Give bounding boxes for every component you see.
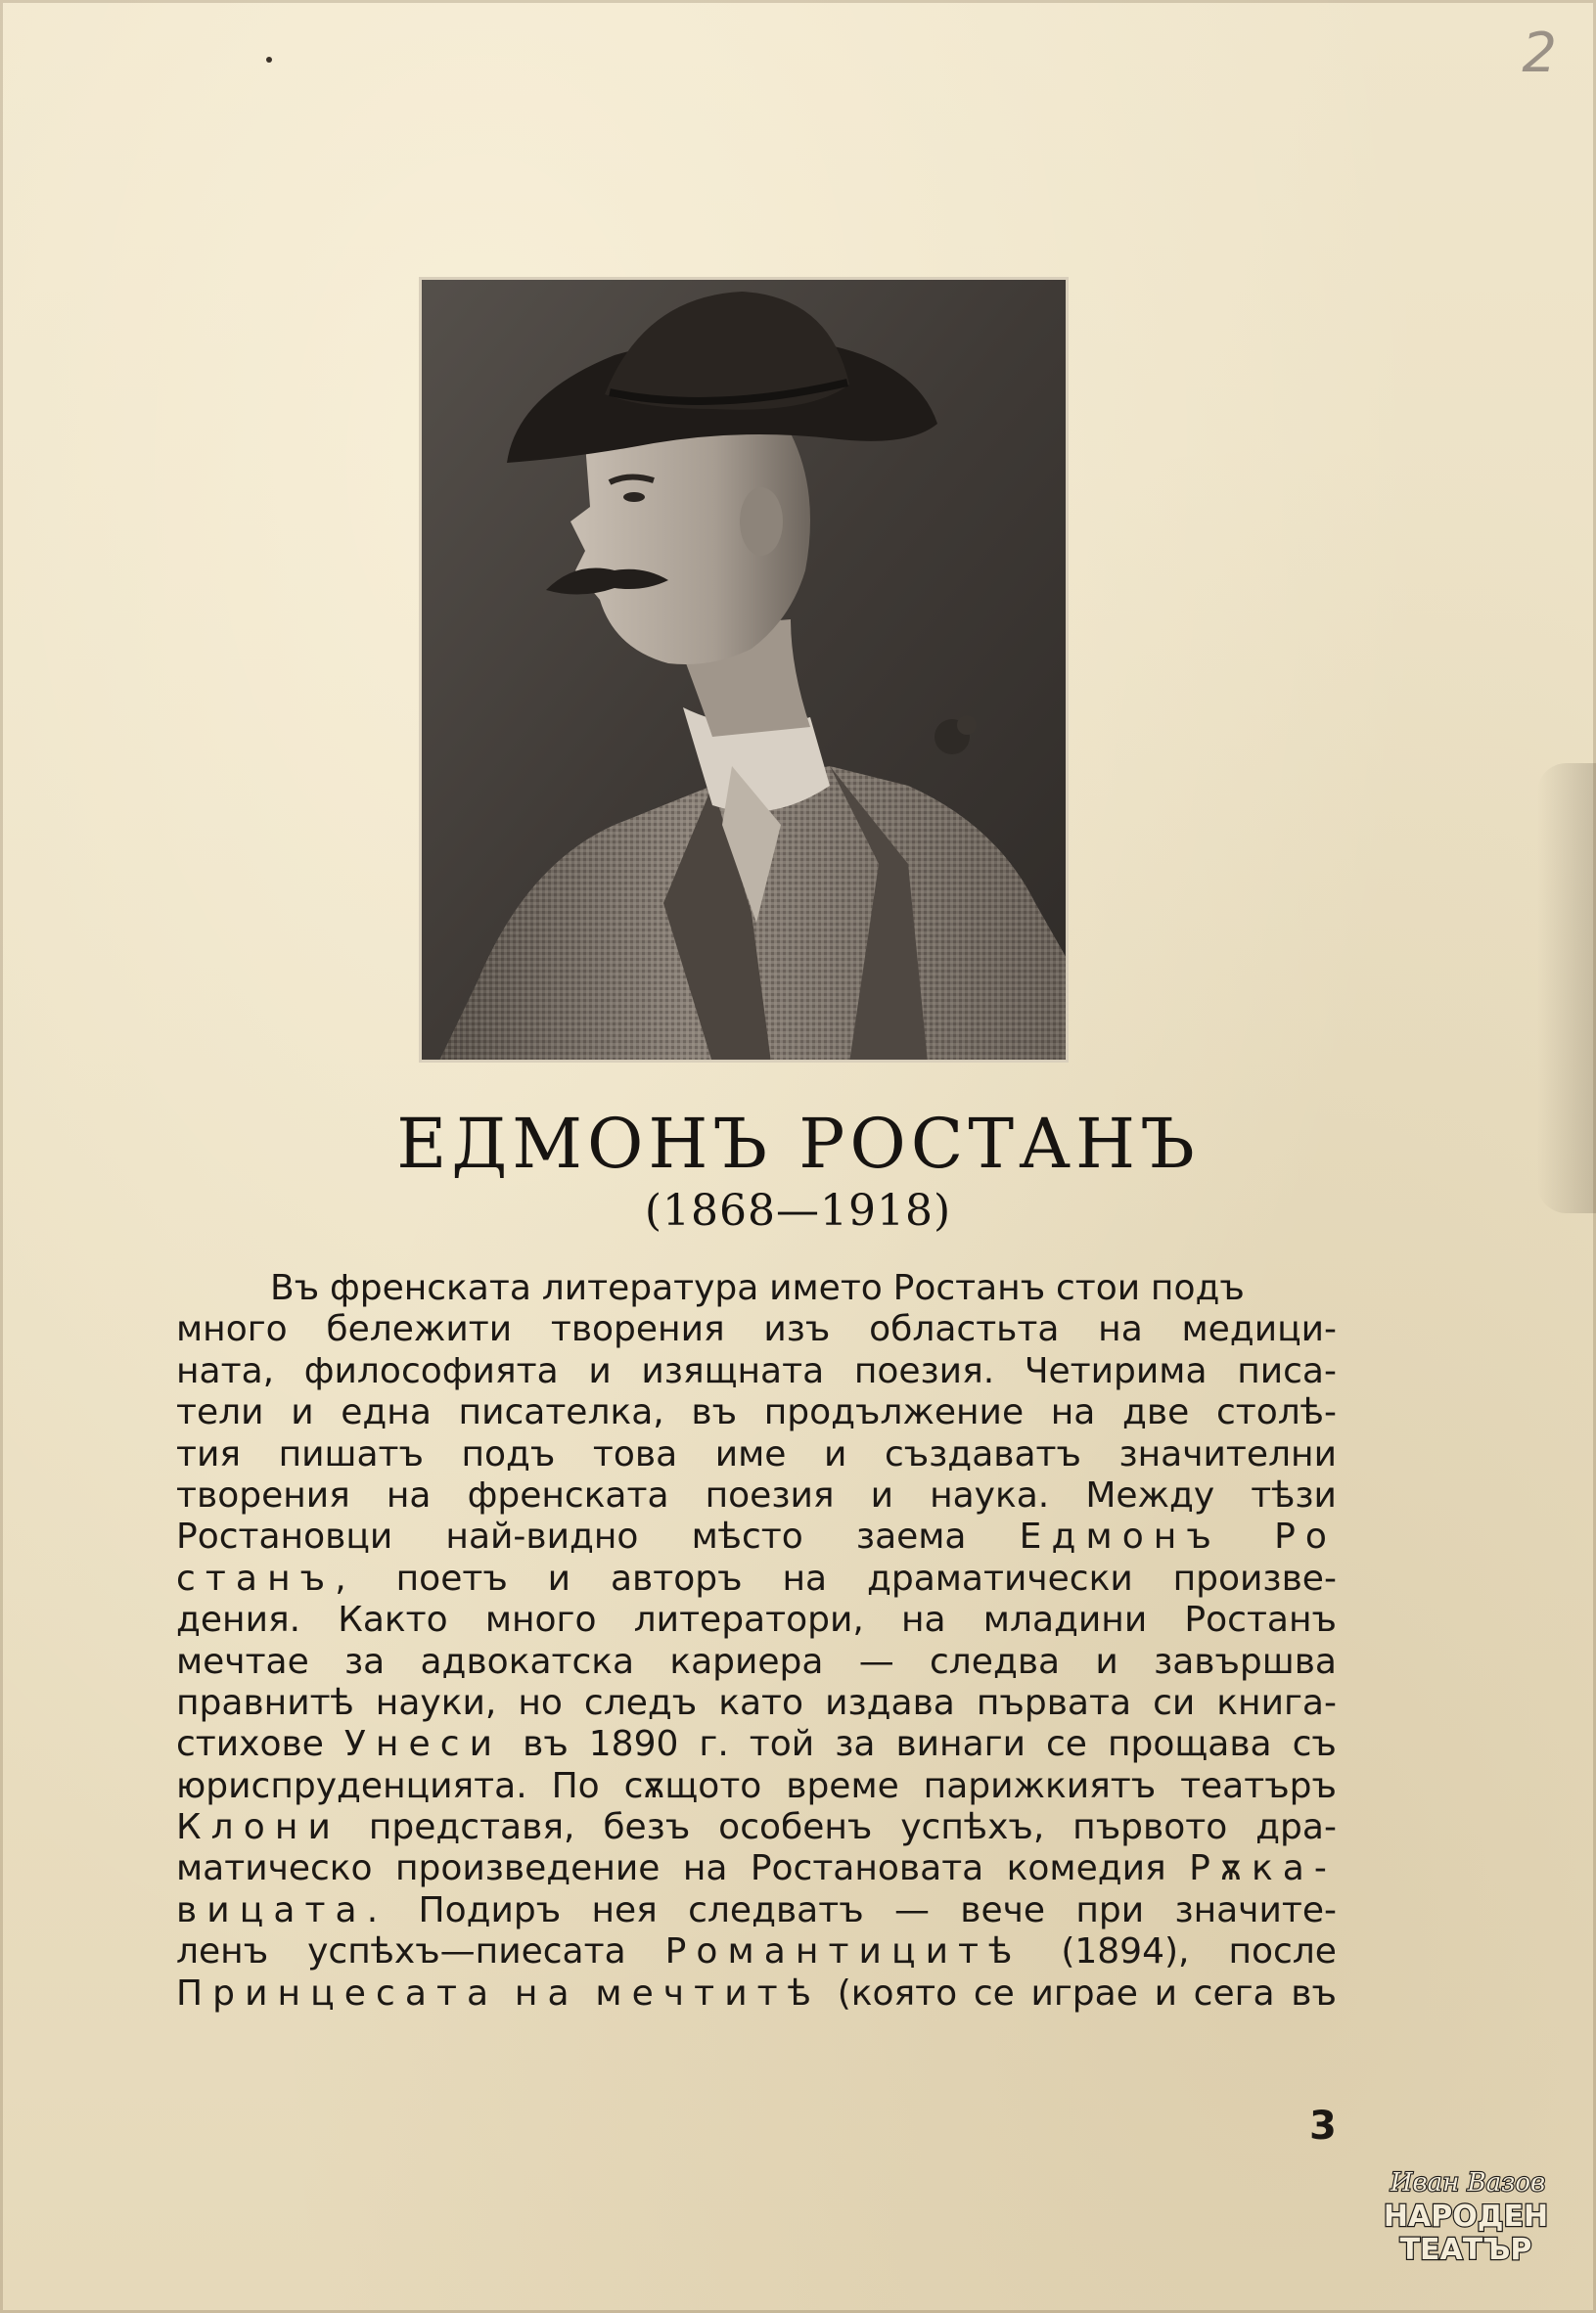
word: дения. — [176, 1600, 301, 1641]
word: стихове — [176, 1724, 324, 1765]
word: вицата. — [176, 1889, 388, 1930]
word: драматически — [866, 1558, 1133, 1599]
text-line — [176, 1973, 1337, 2015]
text-line — [176, 1931, 1337, 1973]
word: най-видно — [445, 1517, 639, 1558]
word: дра- — [1255, 1807, 1337, 1848]
word: играе — [1030, 1973, 1138, 2014]
author-years: (1868—1918) — [644, 1186, 952, 1236]
word: писа- — [1237, 1350, 1337, 1391]
text-line — [176, 1848, 1337, 1889]
word: въ — [1291, 1973, 1337, 2014]
word: Ростанъ — [892, 1268, 1046, 1308]
word: на — [1050, 1392, 1096, 1433]
word: произве- — [1172, 1558, 1337, 1599]
word: Унеси — [343, 1724, 503, 1765]
word: си — [1153, 1682, 1196, 1723]
word: стои — [1055, 1268, 1141, 1308]
word: Ро — [1274, 1517, 1337, 1558]
word: издава — [825, 1682, 955, 1723]
word: заема — [855, 1517, 967, 1558]
word: науки, — [375, 1682, 497, 1723]
word: име — [714, 1433, 787, 1474]
word: време — [786, 1765, 899, 1806]
archive-number: 2 — [1522, 22, 1557, 85]
word: представя, — [368, 1807, 575, 1848]
word: и — [291, 1392, 314, 1433]
word: следва — [930, 1641, 1061, 1682]
word: г. — [699, 1724, 729, 1765]
word: после — [1228, 1931, 1337, 1973]
word: тия — [176, 1433, 242, 1474]
word: вече — [960, 1889, 1046, 1930]
text-line — [176, 1600, 1337, 1641]
word: авторъ — [610, 1558, 743, 1599]
word: театъръ — [1180, 1765, 1337, 1806]
word: — — [893, 1889, 930, 1930]
word: По — [551, 1765, 600, 1806]
word: на — [682, 1848, 728, 1889]
word: две — [1122, 1392, 1190, 1433]
word: въ — [523, 1724, 569, 1765]
word: столѣ- — [1215, 1392, 1337, 1433]
word: на — [514, 1973, 579, 2014]
word: завършва — [1154, 1641, 1337, 1682]
word: литература — [541, 1268, 759, 1308]
word: една — [341, 1392, 432, 1433]
theatre-logo — [1378, 2157, 1554, 2275]
word: особенъ — [718, 1807, 873, 1848]
word: Ростановата — [750, 1848, 984, 1889]
page-title: ЕДМОНЪ РОСТАНЪ — [396, 1104, 1200, 1184]
word: Подиръ — [418, 1889, 562, 1930]
word: писателка, — [458, 1392, 664, 1433]
word: сѫщото — [623, 1765, 762, 1806]
word: ната, — [176, 1350, 275, 1391]
word: и — [1095, 1641, 1118, 1682]
word: Едмонъ — [1019, 1517, 1221, 1558]
word: матическо — [176, 1848, 373, 1889]
word: мечтае — [176, 1641, 309, 1682]
logo-line-teatar: ТЕАТЪР — [1399, 2233, 1532, 2267]
word: френската — [329, 1268, 531, 1308]
word: философията — [303, 1350, 559, 1391]
word: Принцесата — [176, 1973, 499, 2014]
text-line — [176, 1434, 1337, 1475]
word: подъ — [461, 1433, 556, 1474]
word: ленъ — [176, 1931, 269, 1973]
word: името — [769, 1268, 883, 1308]
word: Между — [1085, 1474, 1215, 1516]
portrait-photo — [419, 277, 1069, 1063]
word: първото — [1072, 1807, 1228, 1848]
word: прощава — [1107, 1724, 1272, 1765]
word: съ — [1292, 1724, 1337, 1765]
word: на — [900, 1600, 946, 1641]
word: сега — [1193, 1973, 1275, 2014]
word: значите- — [1174, 1889, 1337, 1930]
biography-paragraph — [176, 1268, 1337, 2015]
word: и — [588, 1350, 612, 1391]
word: произведение — [394, 1848, 661, 1889]
word: юриспруденцията. — [176, 1765, 527, 1806]
word: поезия. — [853, 1350, 995, 1391]
ink-speck — [266, 57, 272, 63]
logo-signature: Иван Вазов — [1390, 2168, 1546, 2198]
word: наука. — [930, 1474, 1050, 1516]
word: медици- — [1181, 1309, 1337, 1350]
word: правнитѣ — [176, 1682, 354, 1723]
word: на — [1098, 1309, 1143, 1350]
word: мѣсто — [691, 1517, 803, 1558]
word: френската — [467, 1474, 669, 1516]
text-line — [176, 1351, 1337, 1392]
word: творения — [176, 1474, 350, 1516]
word: изящната — [641, 1350, 825, 1391]
text-line — [176, 1475, 1337, 1517]
text-line — [176, 1724, 1337, 1765]
word: успѣхъ, — [900, 1807, 1045, 1848]
text-line — [176, 1392, 1337, 1433]
word: Както — [338, 1600, 448, 1641]
word: творения — [550, 1309, 725, 1350]
text-line — [176, 1517, 1337, 1558]
word: книга- — [1216, 1682, 1337, 1723]
text-line — [176, 1807, 1337, 1848]
logo-line-naroden: НАРОДЕН — [1383, 2200, 1549, 2234]
word: следъ — [583, 1682, 698, 1723]
word: Ростанъ — [1184, 1600, 1337, 1641]
word: много — [176, 1309, 288, 1350]
word: продължение — [763, 1392, 1025, 1433]
word: и — [870, 1474, 893, 1516]
word: и — [823, 1433, 847, 1474]
word: и — [547, 1558, 571, 1599]
word: на — [386, 1474, 432, 1516]
word: тели — [176, 1392, 264, 1433]
text-line — [176, 1268, 1337, 1309]
word: той — [749, 1724, 815, 1765]
word: но — [518, 1682, 563, 1723]
text-line — [176, 1683, 1337, 1724]
word: за — [344, 1641, 386, 1682]
word: адвокатска — [420, 1641, 635, 1682]
text-line — [176, 1766, 1337, 1807]
word: Четирима — [1024, 1350, 1208, 1391]
word: Ростановци — [176, 1517, 393, 1558]
text-line — [176, 1559, 1337, 1600]
word: подъ — [1150, 1268, 1245, 1308]
word: следватъ — [688, 1889, 864, 1930]
text-line — [176, 1890, 1337, 1931]
word: бележити — [326, 1309, 513, 1350]
word: това — [592, 1433, 678, 1474]
word: пишатъ — [278, 1433, 424, 1474]
word: Клони — [176, 1807, 341, 1848]
word: (1894), — [1061, 1931, 1190, 1973]
word: безъ — [603, 1807, 691, 1848]
word: много — [484, 1600, 597, 1641]
word: нея — [591, 1889, 658, 1930]
word: Рѫка- — [1189, 1848, 1337, 1889]
word: литератори, — [633, 1600, 864, 1641]
word: — — [858, 1641, 894, 1682]
word: Романтицитѣ — [664, 1931, 1023, 1973]
word: на — [782, 1558, 828, 1599]
word: винаги — [895, 1724, 1026, 1765]
word: успѣхъ—пиесата — [307, 1931, 626, 1973]
word: тѣзи — [1251, 1474, 1337, 1516]
page-number: 3 — [1309, 2104, 1337, 2149]
word: (която — [837, 1973, 958, 2014]
word: се — [973, 1973, 1015, 2014]
word: се — [1045, 1724, 1087, 1765]
word: станъ, — [176, 1558, 356, 1599]
word: областьта — [869, 1309, 1060, 1350]
word: изъ — [763, 1309, 831, 1350]
word: мечтитѣ — [595, 1973, 822, 2014]
word: при — [1075, 1889, 1145, 1930]
word: първата — [976, 1682, 1132, 1723]
word: поезия — [705, 1474, 835, 1516]
word: поетъ — [395, 1558, 508, 1599]
word: младини — [982, 1600, 1148, 1641]
word: 1890 — [588, 1724, 679, 1765]
word: Въ — [270, 1268, 320, 1308]
word: комедия — [1006, 1848, 1166, 1889]
word: създаватъ — [884, 1433, 1081, 1474]
word: кариера — [669, 1641, 824, 1682]
word: въ — [691, 1392, 738, 1433]
word: значителни — [1118, 1433, 1337, 1474]
word: и — [1154, 1973, 1177, 2014]
word: парижкиятъ — [923, 1765, 1157, 1806]
text-line — [176, 1642, 1337, 1683]
word: за — [835, 1724, 876, 1765]
word: като — [718, 1682, 804, 1723]
text-line — [176, 1309, 1337, 1350]
